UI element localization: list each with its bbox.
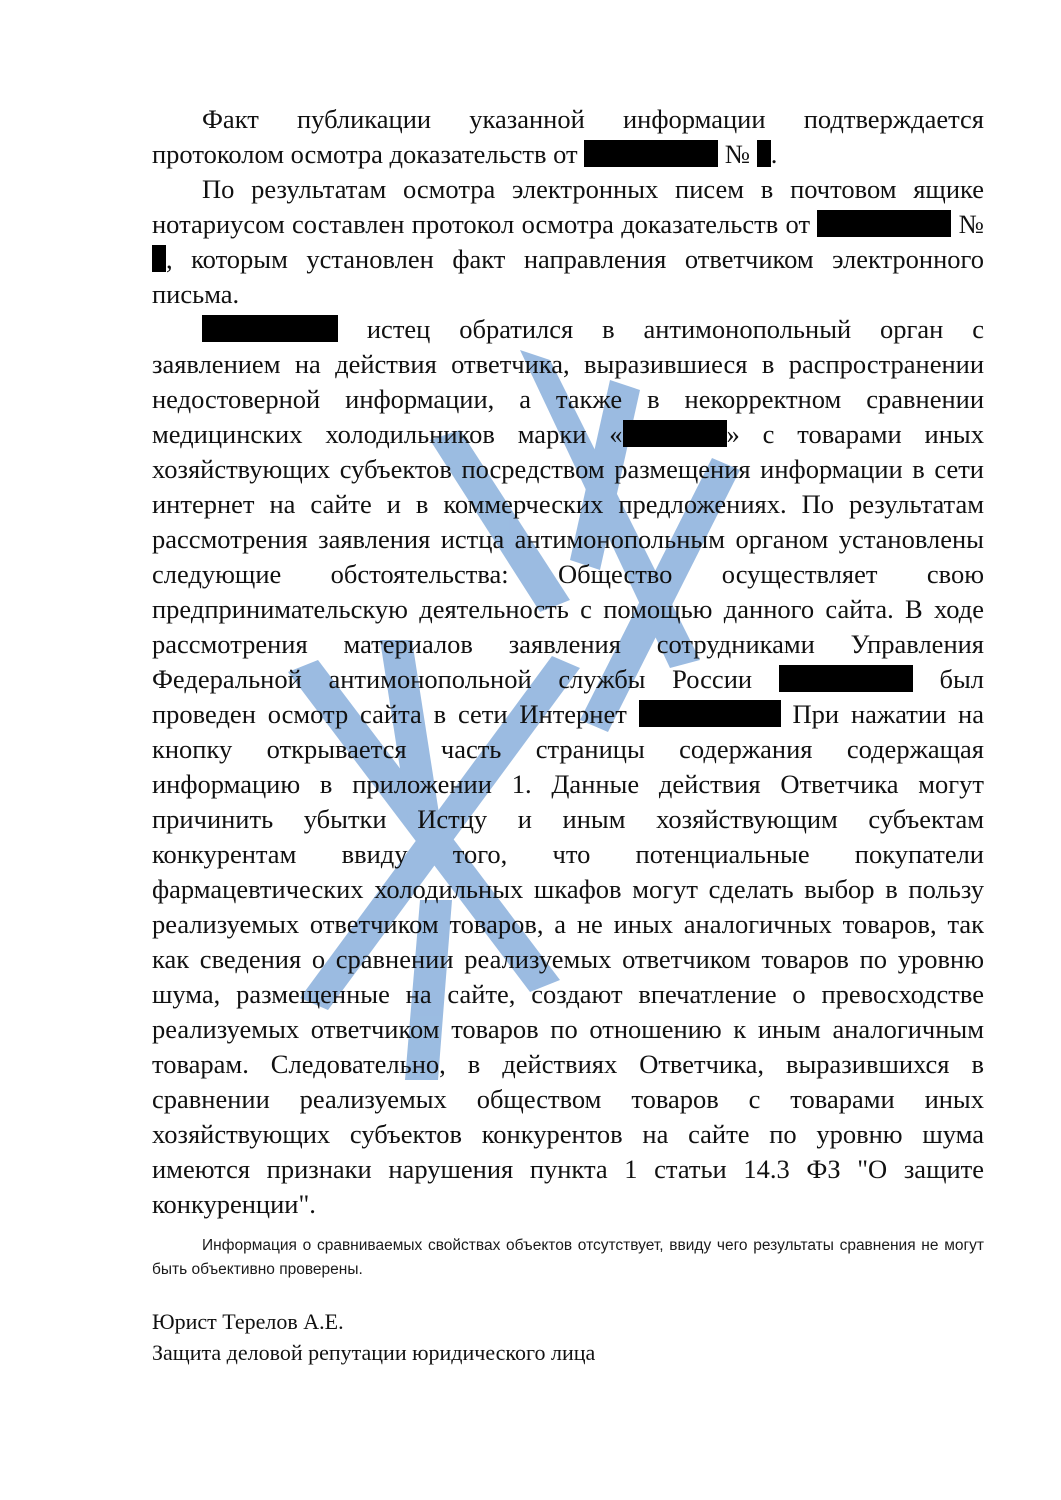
redaction-block bbox=[817, 210, 951, 237]
redaction-block bbox=[757, 140, 771, 167]
signature-title: Защита деловой репутации юридического лица bbox=[152, 1340, 596, 1365]
redaction-block bbox=[623, 420, 727, 447]
paragraph-2-text-a: По результатам осмотра электронных писем в почтовом ящике нотариусом составлен протокол осмотра доказательств от bbox=[152, 174, 984, 239]
redaction-block bbox=[202, 315, 338, 342]
number-sign: № bbox=[958, 209, 985, 239]
note-text: Информация о сравниваемых свойствах объектов отсутствует, ввиду чего результаты сравнения не могут быть объективно проверены. bbox=[152, 1237, 984, 1278]
paragraph-1-text-b: . bbox=[770, 139, 778, 169]
paragraph-2 bbox=[152, 172, 984, 312]
redaction-block bbox=[152, 245, 166, 272]
paragraph-3-text-d: При нажатии на кнопку открывается часть страницы содержания содержащая информацию в приложении 1. Данные действия Ответчика могут причинить убытки Истцу и иным хозяйствующим субъектам конкурентам ввиду того, что потенциальные покупатели фармацевтических холодильных шкафов могут сделать выбор в пользу реализуемых ответчиком товаров, а не иных аналогичных товаров, так как сведения о сравнении реализуемых ответчиком товаров по уровню шума, размещенные на сайте, создают впечатление о превосходстве реализуемых ответчиком товаров по отношению к иным аналогичным товарам. Следовательно, в действиях Ответчика, выразившихся в сравнении реализуемых обществом товаров с товарами иных хозяйствующих субъектов конкурентов на сайте по уровню шума имеются признаки нарушения пункта 1 статьи 14.3 ФЗ "О защите конкуренции". bbox=[152, 699, 984, 1219]
paragraph-3-text-a: истец обратился в антимонопольный орган с заявлением на действия ответчика, выразившиеся в распространении недостоверной информации, а также в некорректном сравнении медицинских холодильников марки « bbox=[152, 314, 984, 449]
redaction-block bbox=[584, 140, 718, 167]
document-body bbox=[152, 102, 984, 1368]
signature-block bbox=[152, 1306, 984, 1368]
paragraph-3-text-b: » с товарами иных хозяйствующих субъектов посредством размещения информации в сети интернет на сайте и в коммерческих предложениях. По результатам рассмотрения заявления истца антимонопольным органом установлены следующие обстоятельства: Общество осуществляет свою предпринимательскую деятельность с помощью данного сайта. В ходе рассмотрения материалов заявления сотрудниками Управления Федеральной антимонопольной службы России bbox=[152, 419, 984, 694]
paragraph-1-text-a: Факт публикации указанной информации подтверждается протоколом осмотра доказательств от bbox=[152, 104, 984, 169]
redaction-block bbox=[779, 665, 913, 692]
paragraph-3 bbox=[152, 312, 984, 1222]
paragraph-1 bbox=[152, 102, 984, 172]
signature-name: Юрист Терелов А.Е. bbox=[152, 1309, 344, 1334]
number-sign: № bbox=[724, 139, 751, 169]
paragraph-3-text-c: был проведен осмотр сайта в сети Интернет bbox=[152, 664, 985, 729]
redaction-block bbox=[639, 700, 781, 727]
paragraph-2-text-b: , которым установлен факт направления ответчиком электронного письма. bbox=[152, 244, 984, 309]
